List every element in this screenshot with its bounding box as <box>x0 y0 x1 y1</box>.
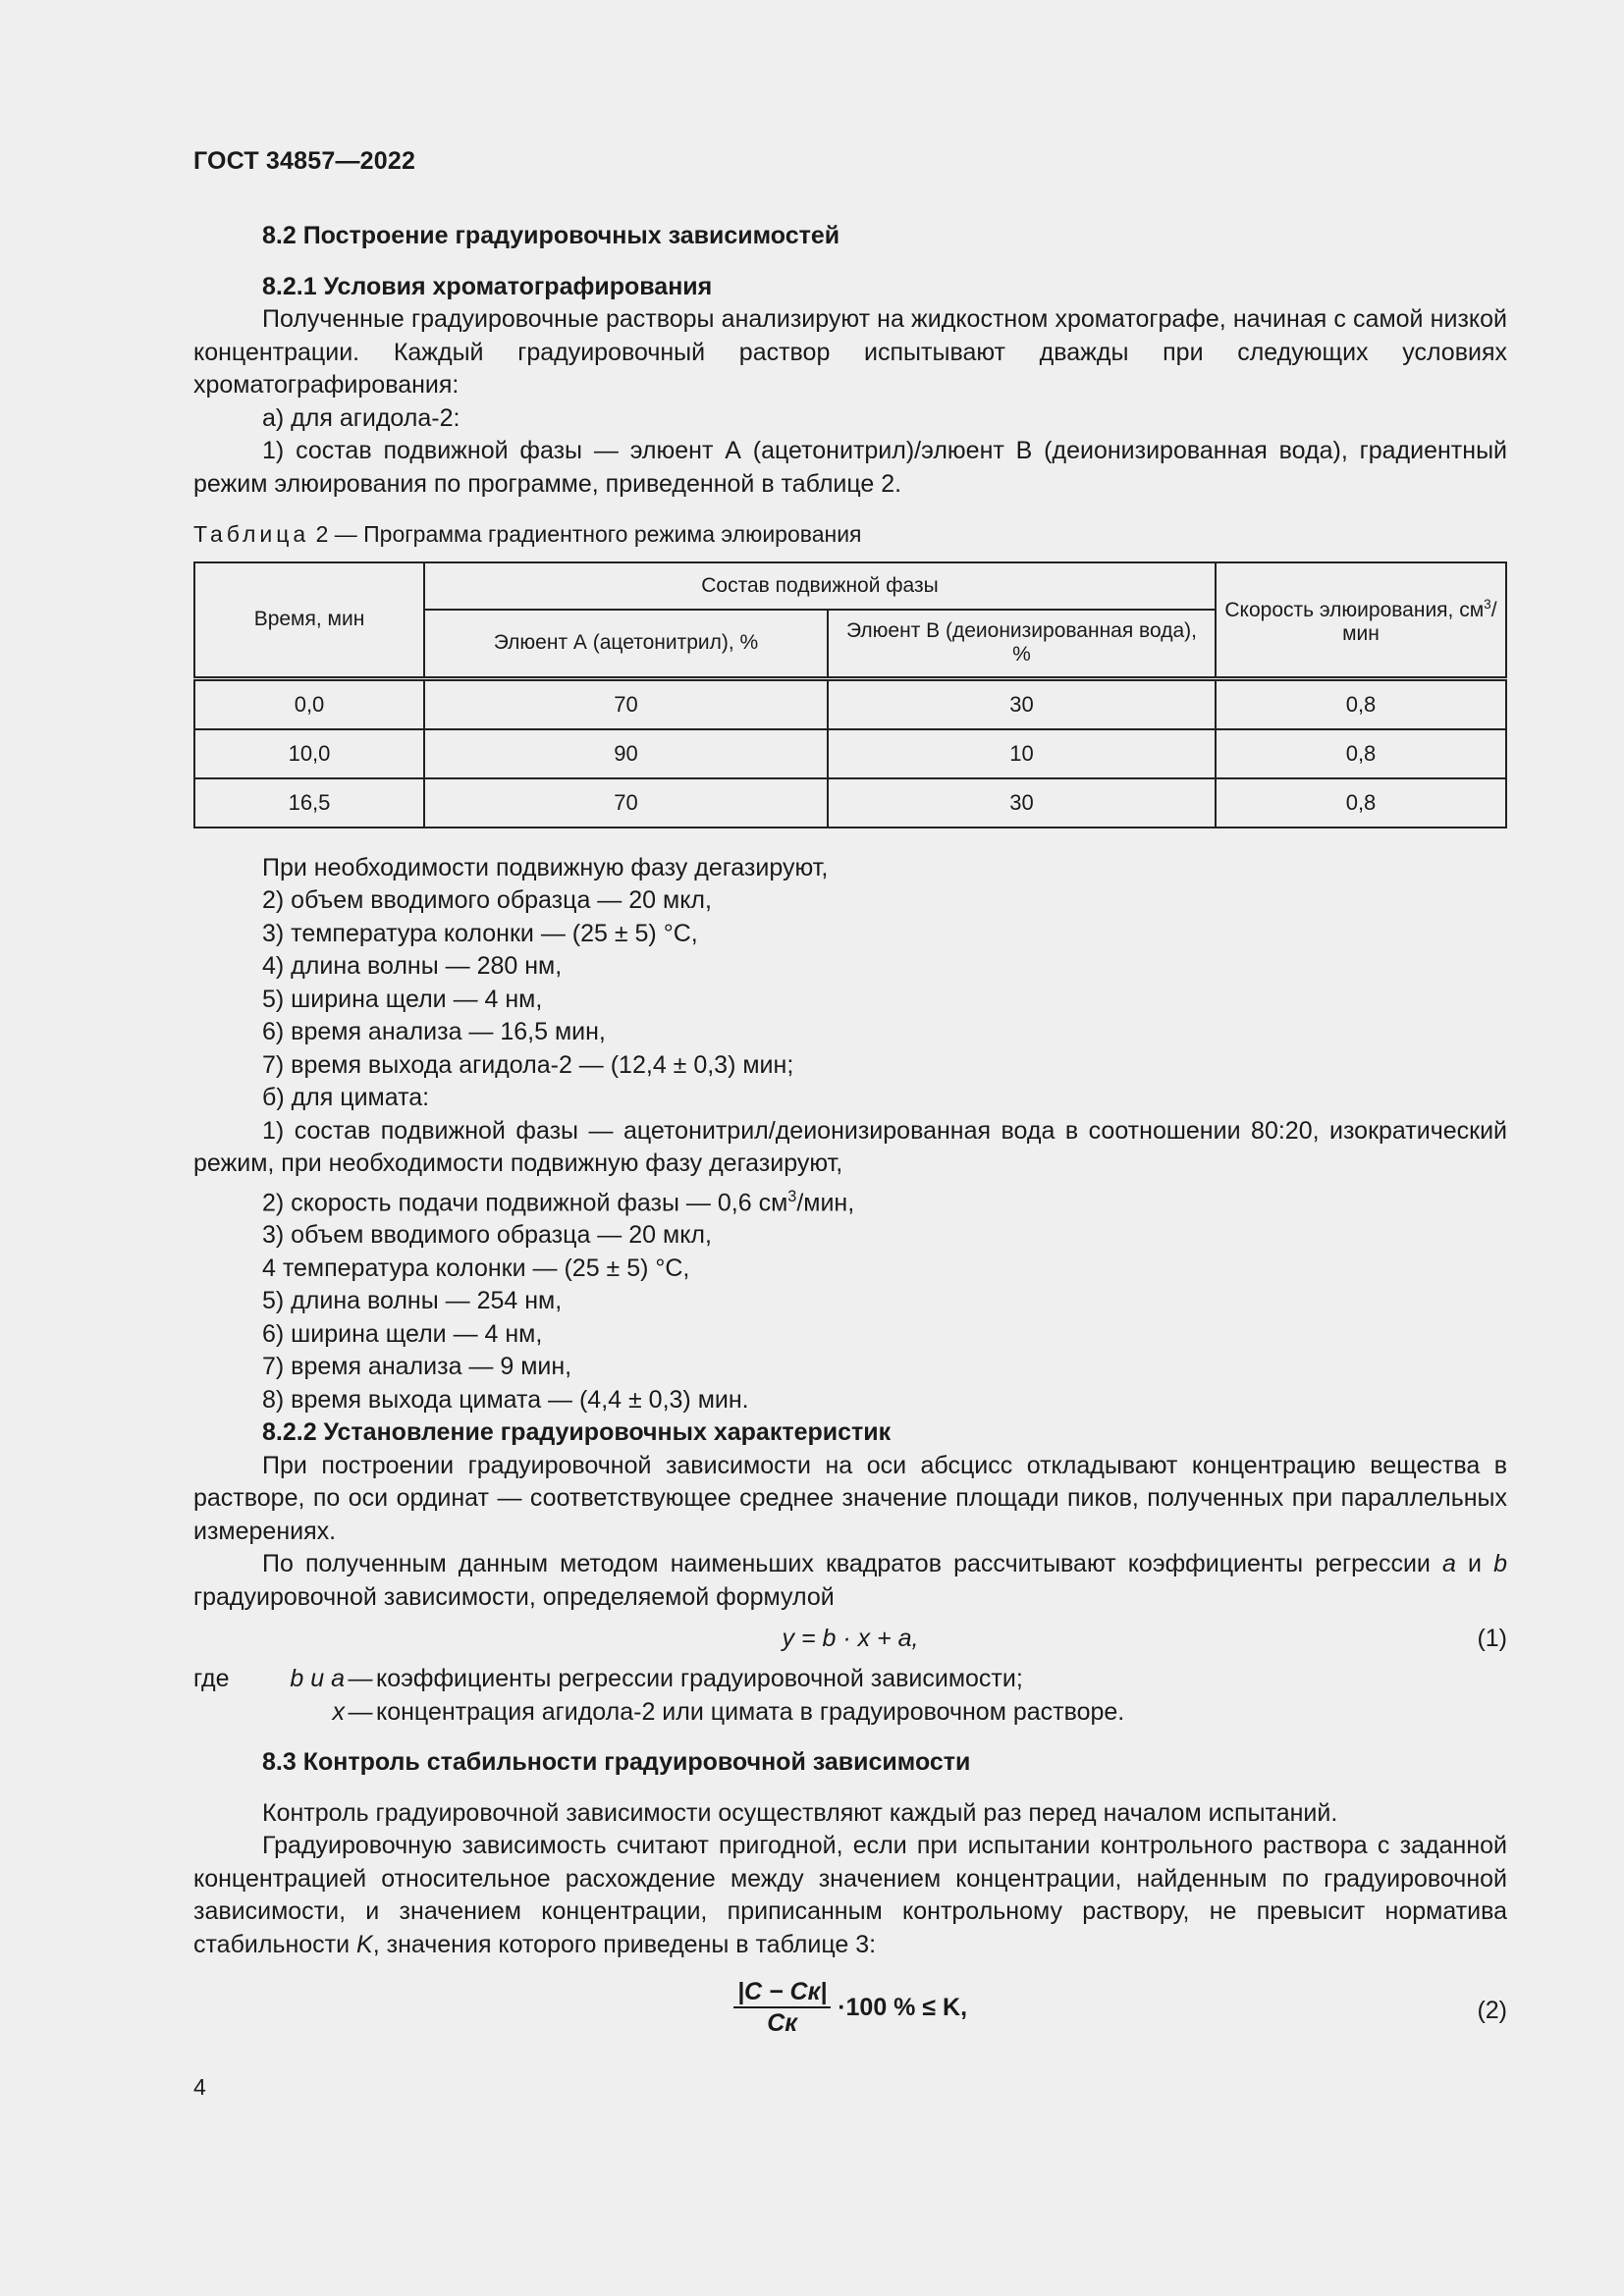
section-8-2-2-title: 8.2.2 Установление градуировочных характеристик <box>262 1418 892 1447</box>
section-8-3-title: 8.3 Контроль стабильности градуировочной зависимости <box>262 1748 971 1777</box>
list-item: 7) время анализа — 9 мин, <box>262 1353 572 1381</box>
list-item-text: 2) скорость подачи подвижной фазы — 0,6 см <box>262 1188 788 1216</box>
cell-rate: 0,8 <box>1216 778 1506 828</box>
header-flow-rate-text: Скорость элюирования, см <box>1224 599 1485 622</box>
variable-a: а <box>1442 1550 1456 1578</box>
formula-1-number: (1) <box>1477 1625 1507 1653</box>
variable-b: b <box>1493 1550 1508 1578</box>
list-item-unit: /мин, <box>796 1188 855 1216</box>
list-item: 4 температура колонки — (25 ± 5) °С, <box>262 1254 690 1282</box>
header-eluent-b: Элюент В (деионизированная вода), % <box>828 610 1216 678</box>
list-item: 6) время анализа — 16,5 мин, <box>262 1018 606 1045</box>
paragraph: Полученные градуировочные растворы анализируют на жидкостном хроматографе, начиная с самой низкой концентрации. Каждый градуировочный раствор испытывают дважды при следующих условиях хроматографирования: <box>193 305 1507 399</box>
list-item: 4) длина волны — 280 нм, <box>262 952 563 980</box>
list-item: 5) ширина щели — 4 нм, <box>262 985 543 1013</box>
paragraph: Контроль градуировочной зависимости осуществляют каждый раз перед началом испытаний. <box>262 1798 1338 1827</box>
header-time: Время, мин <box>194 562 424 678</box>
paragraph-text: градуировочной зависимости, определяемой формулой <box>193 1582 835 1611</box>
table-row <box>194 778 1506 828</box>
page-number: 4 <box>193 2074 206 2100</box>
list-item: б) для цимата: <box>262 1084 430 1111</box>
formula-2-fraction <box>733 1977 831 2038</box>
gradient-program-table <box>193 561 1507 828</box>
legend-dash: — <box>348 1697 373 1726</box>
list-item: 2) объем вводимого образца — 20 мкл, <box>262 886 712 914</box>
legend-where: где <box>193 1665 230 1693</box>
list-item: 3) температура колонки — (25 ± 5) °С, <box>262 919 698 947</box>
table-caption <box>193 519 1507 549</box>
cell-eluent-a: 70 <box>424 678 828 729</box>
list-item: 6) ширина щели — 4 нм, <box>262 1319 543 1348</box>
page-content <box>193 220 1507 2056</box>
formula-2 <box>193 1977 1507 2056</box>
table-row <box>194 729 1506 778</box>
fraction-denominator: Cк <box>767 2009 797 2038</box>
cell-time: 10,0 <box>194 729 424 778</box>
list-item: 1) состав подвижной фазы — ацетонитрил/деионизированная вода в соотношении 80:20, изократический режим, при необходимости подвижную фазу дегазируют, <box>193 1116 1507 1177</box>
list-item: 8) время выхода цимата — (4,4 ± 0,3) мин. <box>262 1385 749 1414</box>
formula-2-tail: ·100 % ≤ K, <box>838 1993 968 2021</box>
legend-description: коэффициенты регрессии градуировочной зависимости; <box>376 1665 1023 1693</box>
cell-eluent-a: 70 <box>424 778 828 828</box>
conjunction: и <box>1455 1550 1494 1578</box>
list-item: 5) длина волны — 254 нм, <box>262 1287 563 1315</box>
header-flow-rate-unit: /мин <box>1342 599 1497 646</box>
list-item: 7) время выхода агидола-2 — (12,4 ± 0,3) мин; <box>262 1050 794 1079</box>
cell-eluent-b: 30 <box>828 778 1216 828</box>
cell-rate: 0,8 <box>1216 678 1506 729</box>
cell-time: 16,5 <box>194 778 424 828</box>
legend-dash: — <box>348 1665 373 1693</box>
cell-eluent-b: 30 <box>828 678 1216 729</box>
variable-k: K <box>356 1930 373 1958</box>
list-item: 3) объем вводимого образца — 20 мкл, <box>262 1221 712 1250</box>
table-caption-text: 2 — Программа градиентного режима элюирования <box>309 521 862 547</box>
formula-1 <box>193 1614 1507 1663</box>
section-8-2-title: 8.2 Построение градуировочных зависимостей <box>262 222 840 249</box>
paragraph <box>193 1548 1507 1614</box>
list-item: 1) состав подвижной фазы — элюент А (ацетонитрил)/элюент В (деионизированная вода), градиентный режим элюирования по программе, приведенной в таблице 2. <box>193 437 1507 498</box>
legend-description: концентрация агидола-2 или цимата в градуировочном растворе. <box>376 1697 1125 1726</box>
paragraph <box>193 1830 1507 1961</box>
header-eluent-a: Элюент А (ацетонитрил), % <box>424 610 828 678</box>
table-row <box>194 678 1506 729</box>
cell-eluent-a: 90 <box>424 729 828 778</box>
paragraph-text: По полученным данным методом наименьших квадратов рассчитывают коэффициенты регрессии <box>262 1550 1442 1578</box>
paragraph-text: , значения которого приведены в таблице 3: <box>372 1930 877 1958</box>
cell-eluent-b: 10 <box>828 729 1216 778</box>
legend-symbol: b и a <box>290 1665 345 1693</box>
list-item: а) для агидола-2: <box>262 403 460 432</box>
list-item <box>193 1181 1507 1220</box>
legend-symbol: x <box>332 1697 345 1726</box>
header-mobile-phase: Состав подвижной фазы <box>424 562 1216 610</box>
header-flow-rate-sup: 3 <box>1484 597 1491 613</box>
superscript: 3 <box>787 1187 797 1205</box>
document-header: ГОСТ 34857—2022 <box>193 147 416 175</box>
paragraph: При построении градуировочной зависимости на оси абсцисс откладывают концентрацию вещества в растворе, по оси ординат — соответствующее среднее значение площади пиков, полученных при параллельных измерениях. <box>193 1451 1507 1545</box>
formula-legend <box>193 1663 1507 1729</box>
list-item: При необходимости подвижную фазу дегазируют, <box>262 853 829 881</box>
cell-time: 0,0 <box>194 678 424 729</box>
header-flow-rate <box>1216 562 1506 678</box>
formula-1-expression: y = b · x + a, <box>782 1625 919 1653</box>
table-caption-word: Таблица <box>193 521 310 547</box>
fraction-numerator: |C − Cк| <box>733 1977 831 2008</box>
cell-rate: 0,8 <box>1216 729 1506 778</box>
section-8-2-1-title: 8.2.1 Условия хроматографирования <box>262 272 713 300</box>
paragraph-text: Градуировочную зависимость считают пригодной, если при испытании контрольного раствора с заданной концентрацией относительное расхождение между значением концентрации, найденным по градуировочной зависимости, и значением концентрации, приписанным контрольному раствору, не превысит норматива стабильности <box>193 1832 1507 1958</box>
formula-2-number: (2) <box>1477 1997 1507 2025</box>
